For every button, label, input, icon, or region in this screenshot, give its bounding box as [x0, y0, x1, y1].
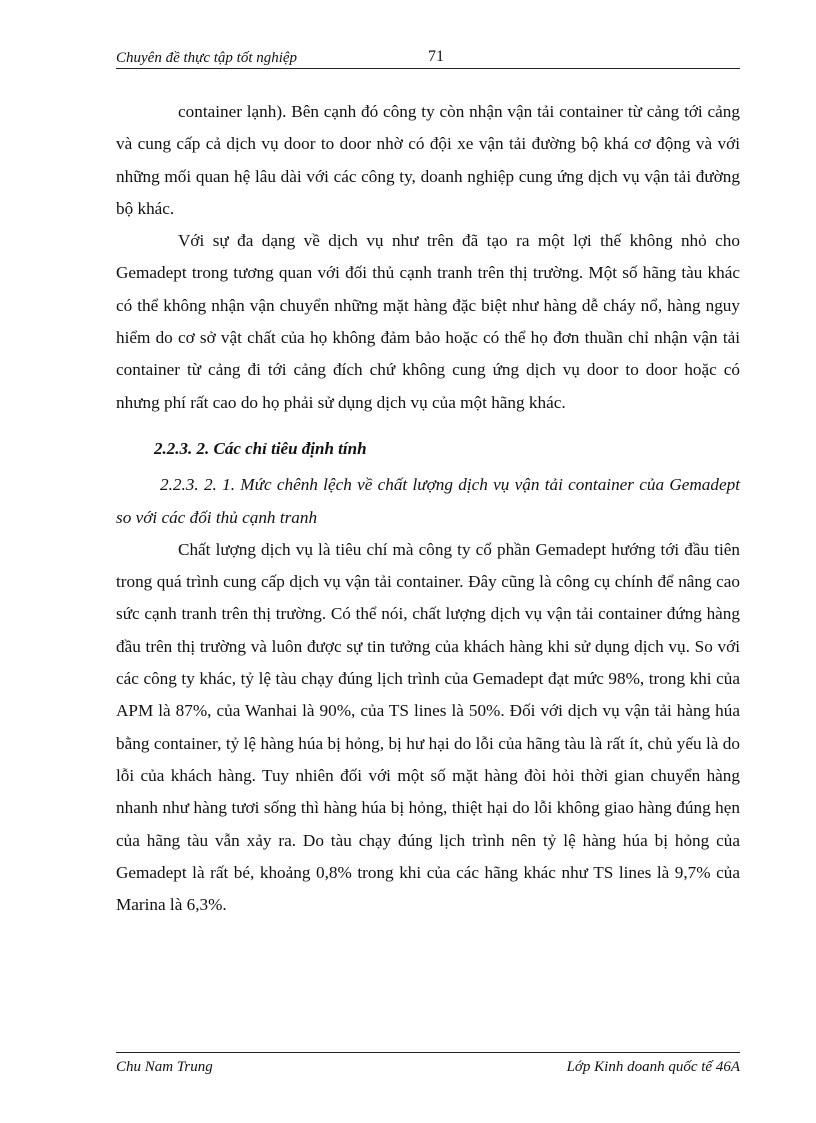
- paragraph-1: container lạnh). Bên cạnh đó công ty còn nhận vận tải container từ cảng tới cảng và cung cấp cả dịch vụ door to door nhờ có đội xe vận tải đường bộ khá cơ động và với những mối quan hệ lâu dài với các công ty, doanh nghiệp cung ứng dịch vụ vận tải đường bộ khác.: [116, 102, 740, 218]
- footer-author: Chu Nam Trung: [116, 1059, 213, 1075]
- page-footer: [116, 1052, 740, 1083]
- section-heading: 2.2.3. 2. Các chỉ tiêu định tính: [154, 438, 367, 458]
- paragraph-3: Chất lượng dịch vụ là tiêu chí mà công ty cổ phần Gemadept hướng tới đầu tiên trong quá trình cung cấp dịch vụ vận tải container. Đây cũng là công cụ chính để nâng cao sức cạnh tranh trên thị trường. Có thể nói, chất lượng dịch vụ vận tải container đứng hàng đầu trên thị trường và luôn được sự tin tưởng của khách hàng khi sử dụng dịch vụ. So với các công ty khác, tỷ lệ tàu chạy đúng lịch trình của Gemadept đạt mức 98%, trong khi của APM là 87%, của Wanhai là 90%, của TS lines là 50%. Đối với dịch vụ vận tải hàng húa bằng container, tỷ lệ hàng húa bị hỏng, bị hư hại do lỗi của hãng tàu là rất ít, chủ yếu là do lỗi của khách hàng. Tuy nhiên đối với một số mặt hàng đòi hỏi thời gian chuyển hàng nhanh như hàng tươi sống thì hàng húa bị hỏng, thiệt hại do lỗi không giao hàng đúng hẹn của hãng tàu vẫn xảy ra. Do tàu chạy đúng lịch trình nên tỷ lệ hàng húa bị hỏng của Gemadept là rất bé, khoảng 0,8% trong khi của các hãng khác như TS lines là 9,7% của Marina là 6,3%.: [116, 539, 740, 915]
- page-header: [116, 48, 740, 69]
- subsection-heading: 2.2.3. 2. 1. Mức chênh lệch về chất lượng dịch vụ vận tải container của Gemadept so với các đối thủ cạnh tranh: [116, 475, 740, 527]
- page-number: 71: [428, 48, 444, 65]
- document-body: [116, 96, 740, 921]
- paragraph-2: Với sự đa dạng về dịch vụ như trên đã tạo ra một lợi thế không nhỏ cho Gemadept trong tương quan với đối thủ cạnh tranh trên thị trường. Một số hãng tàu khác có thể không nhận vận chuyển những mặt hàng đặc biệt như hàng dễ cháy nổ, hàng nguy hiểm do cơ sở vật chất của họ không đảm bảo hoặc có thể họ đơn thuần chỉ nhận vận tải container từ cảng đi tới cảng đích chứ không cung ứng dịch vụ door to door hoặc có nhưng phí rất cao do họ phải sử dụng dịch vụ của một hãng khác.: [116, 231, 740, 412]
- header-title: Chuyên đề thực tập tốt nghiệp: [116, 50, 298, 66]
- footer-class: Lớp Kinh doanh quốc tế 46A: [566, 1059, 740, 1075]
